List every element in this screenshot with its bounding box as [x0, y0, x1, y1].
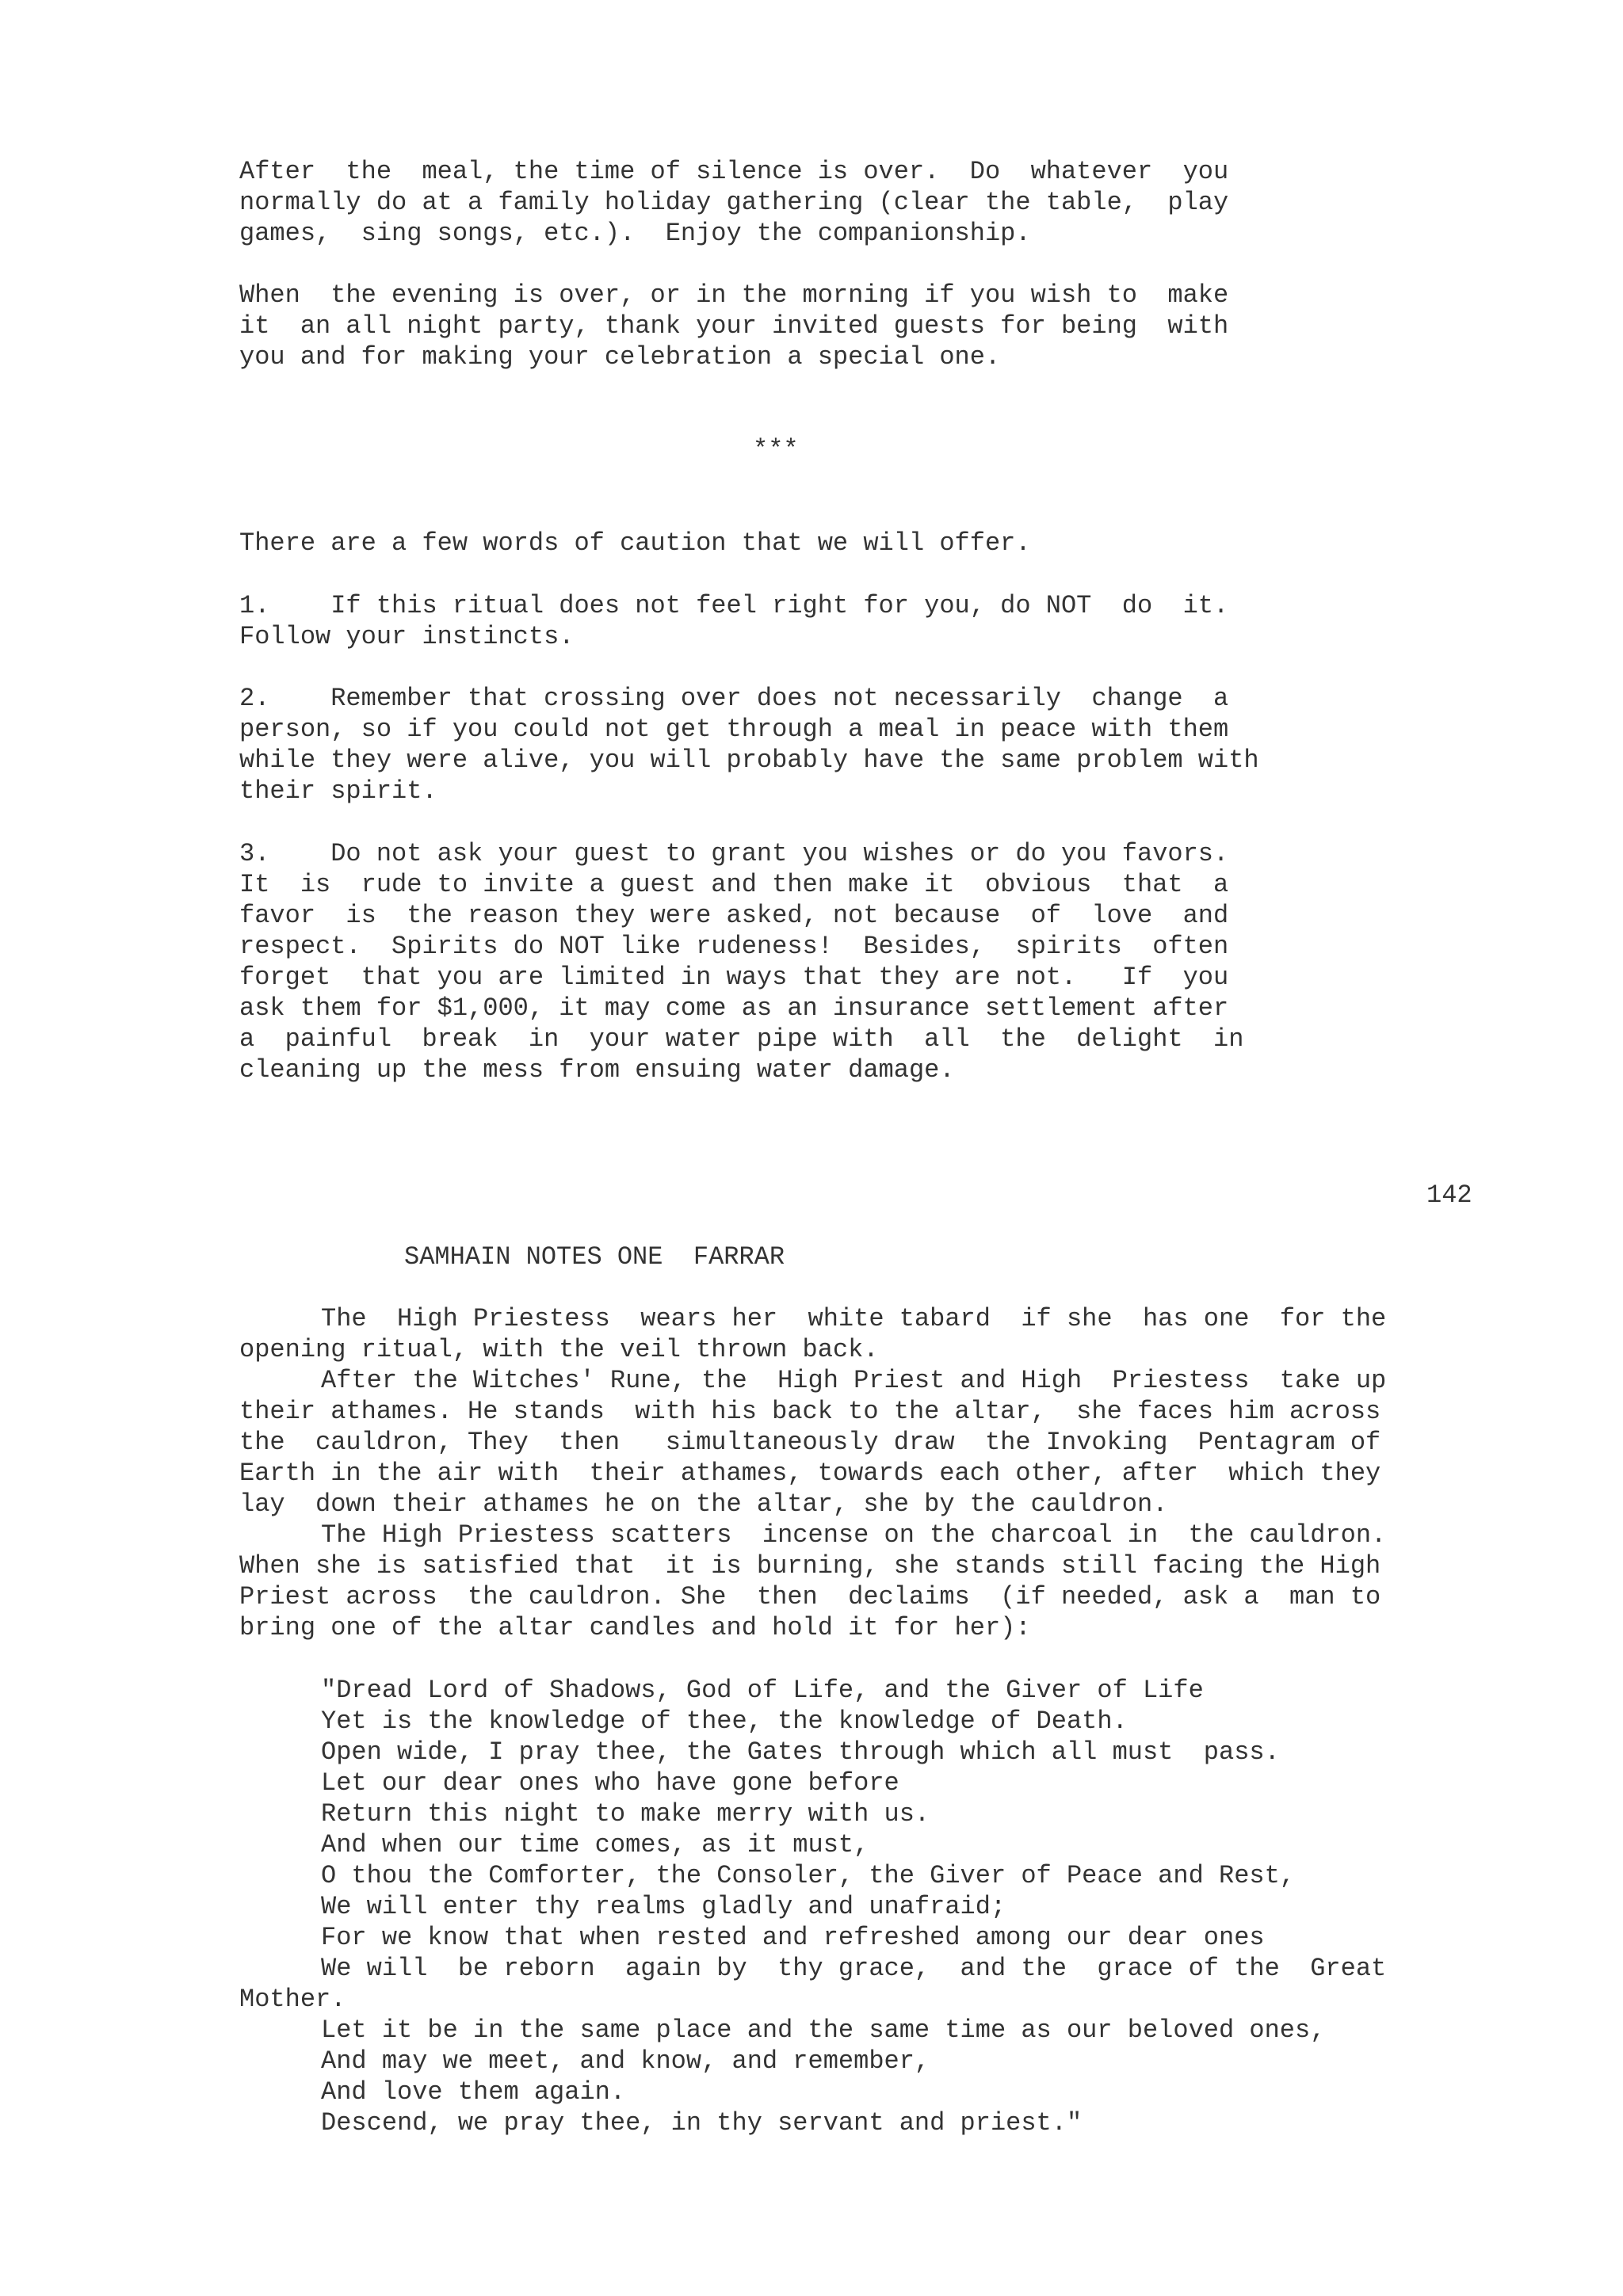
- invocation-line: And when our time comes, as it must,: [321, 1830, 869, 1859]
- invocation-line: Let our dear ones who have gone before: [321, 1768, 899, 1798]
- text-line: The High Priestess scatters incense on the charcoal in the cauldron.: [321, 1520, 1387, 1550]
- text-line: their spirit.: [239, 776, 437, 806]
- text-line: cleaning up the mess from ensuing water damage.: [239, 1055, 955, 1085]
- text-line: while they were alive, you will probably have the same problem with: [239, 746, 1259, 775]
- invocation-line: Yet is the knowledge of thee, the knowledge of Death.: [321, 1707, 1128, 1736]
- invocation-line: Mother.: [239, 1985, 346, 2014]
- text-line: After the Witches' Rune, the High Priest and High Priestess take up: [321, 1366, 1387, 1395]
- text-line: it an all night party, thank your invited guests for being with: [239, 311, 1229, 341]
- text-line: respect. Spirits do NOT like rudeness! Besides, spirits often: [239, 932, 1229, 961]
- text-line: Earth in the air with their athames, towards each other, after which they: [239, 1459, 1381, 1488]
- text-line: When she is satisfied that it is burning, she stands still facing the High: [239, 1551, 1381, 1581]
- text-line: After the meal, the time of silence is over. Do whatever you: [239, 157, 1229, 186]
- text-line: 3. Do not ask your guest to grant you wishes or do you favors.: [239, 839, 1229, 868]
- text-line: Priest across the cauldron. She then declaims (if needed, ask a man to: [239, 1582, 1381, 1611]
- text-line: person, so if you could not get through a meal in peace with them: [239, 715, 1229, 744]
- text-line: Follow your instincts.: [239, 622, 575, 651]
- invocation-line: We will be reborn again by thy grace, and the grace of the Great: [321, 1954, 1387, 1983]
- text-line: favor is the reason they were asked, not because of love and: [239, 901, 1229, 930]
- invocation-line: O thou the Comforter, the Consoler, the Giver of Peace and Rest,: [321, 1861, 1295, 1890]
- text-line: When the evening is over, or in the morning if you wish to make: [239, 280, 1229, 310]
- text-line: ask them for $1,000, it may come as an insurance settlement after: [239, 994, 1229, 1023]
- text-line: bring one of the altar candles and hold it for her):: [239, 1613, 1031, 1642]
- invocation-line: For we know that when rested and refreshed among our dear ones: [321, 1923, 1265, 1952]
- text-line: The High Priestess wears her white tabard if she has one for the: [321, 1304, 1387, 1333]
- invocation-line: Descend, we pray thee, in thy servant and priest.": [321, 2108, 1083, 2138]
- text-line: It is rude to invite a guest and then make it obvious that a: [239, 870, 1229, 899]
- text-line: 2. Remember that crossing over does not necessarily change a: [239, 684, 1229, 713]
- invocation-line: We will enter thy realms gladly and unafraid;: [321, 1892, 1006, 1921]
- section-title: SAMHAIN NOTES ONE FARRAR: [404, 1242, 785, 1272]
- text-line: games, sing songs, etc.). Enjoy the companionship.: [239, 219, 1031, 248]
- text-line: the cauldron, They then simultaneously draw the Invoking Pentagram of: [239, 1428, 1381, 1457]
- invocation-line: And love them again.: [321, 2077, 626, 2107]
- text-line: a painful break in your water pipe with all the delight in: [239, 1024, 1244, 1054]
- page-number: 142: [1426, 1180, 1472, 1210]
- text-line: lay down their athames he on the altar, she by the cauldron.: [239, 1489, 1168, 1519]
- text-line: their athames. He stands with his back to the altar, she faces him across: [239, 1397, 1381, 1426]
- text-line: normally do at a family holiday gathering (clear the table, play: [239, 188, 1229, 217]
- text-line: you and for making your celebration a special one.: [239, 342, 1001, 372]
- text-line: forget that you are limited in ways that they are not. If you: [239, 963, 1229, 992]
- invocation-line: "Dread Lord of Shadows, God of Life, and the Giver of Life: [321, 1676, 1204, 1705]
- invocation-line: Open wide, I pray thee, the Gates through which all must pass.: [321, 1737, 1280, 1767]
- invocation-line: Return this night to make merry with us.: [321, 1799, 930, 1829]
- section-separator: ***: [753, 435, 799, 464]
- text-line: 1. If this ritual does not feel right for you, do NOT do it.: [239, 591, 1229, 620]
- text-line: There are a few words of caution that we will offer.: [239, 528, 1031, 558]
- text-line: opening ritual, with the veil thrown back.: [239, 1335, 879, 1364]
- invocation-line: And may we meet, and know, and remember,: [321, 2046, 930, 2076]
- invocation-line: Let it be in the same place and the same time as our beloved ones,: [321, 2016, 1326, 2045]
